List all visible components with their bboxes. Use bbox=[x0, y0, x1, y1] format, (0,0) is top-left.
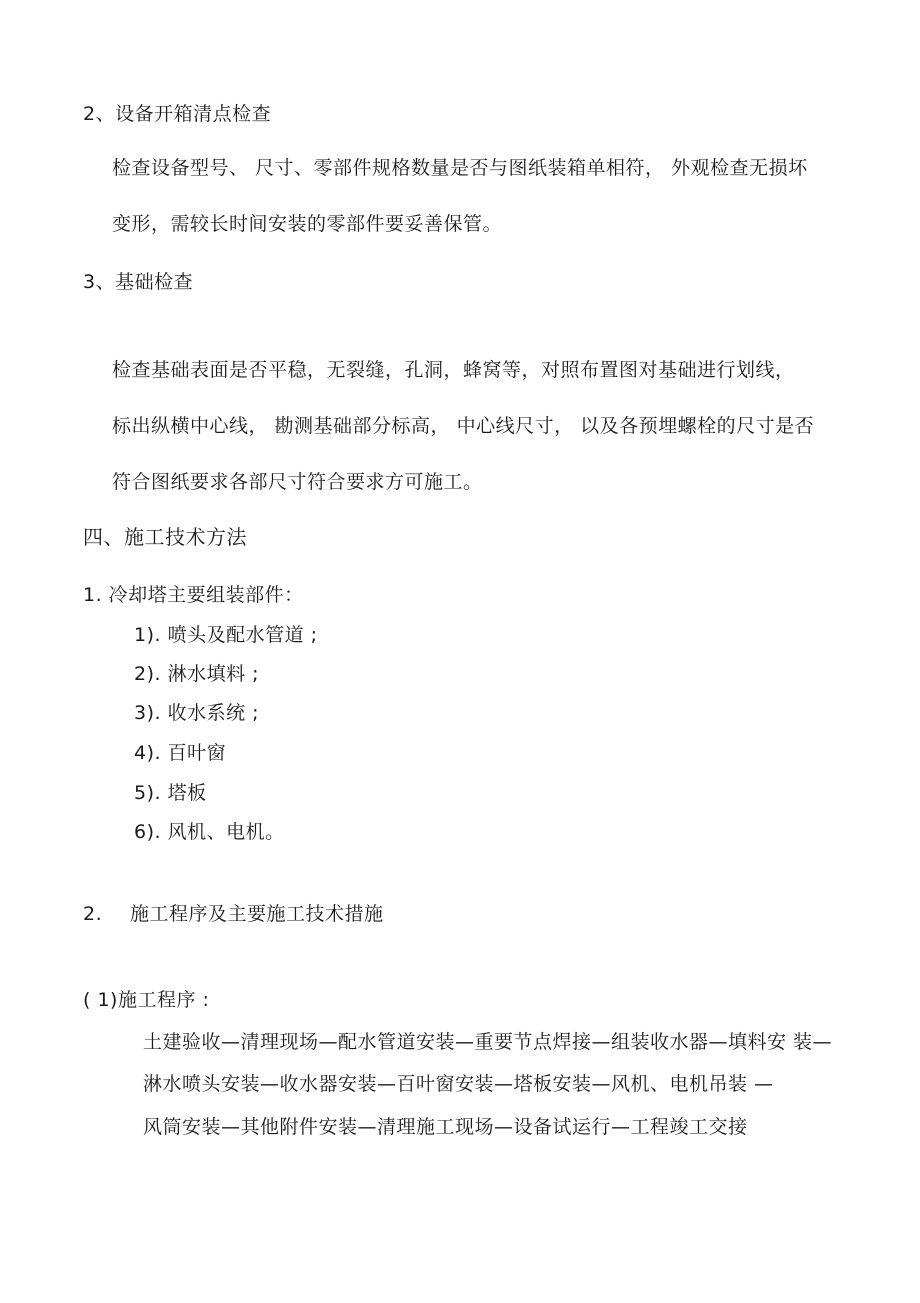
flow-line-2: 淋水喷头安装—收水器安装—百叶窗安装—塔板安装—风机、电机吊装 — bbox=[143, 1073, 774, 1095]
part-list-item: 1). 喷头及配水管道 ; bbox=[134, 624, 318, 646]
section-3-title: 3、基础检查 bbox=[83, 271, 194, 293]
item-2-number: 2. bbox=[83, 903, 103, 925]
section-2-title: 2、设备开箱清点检查 bbox=[83, 103, 272, 125]
part-list-item: 5). 塔板 bbox=[134, 782, 207, 804]
sub-1-title: ( 1)施工程序 : bbox=[83, 989, 210, 1011]
item-2-title: 施工程序及主要施工技术措施 bbox=[130, 903, 384, 925]
item-1-title: 1. 冷却塔主要组装部件： bbox=[83, 584, 304, 606]
section-2-paragraph-line-1: 检查设备型号、 尺寸、零部件规格数量是否与图纸装箱单相符， 外观检查无损坏 bbox=[112, 157, 808, 179]
section-3-paragraph-line-2: 标出纵横中心线， 勘测基础部分标高， 中心线尺寸， 以及各预埋螺栓的尺寸是否 bbox=[112, 415, 815, 437]
part-list-item: 4). 百叶窗 bbox=[134, 742, 227, 764]
part-list-item: 2). 淋水填料 ; bbox=[134, 663, 260, 685]
flow-line-3: 风筒安装—其他附件安装—清理施工现场—设备试运行—工程竣工交接 bbox=[143, 1116, 748, 1138]
section-3-paragraph-line-3: 符合图纸要求各部尺寸符合要求方可施工。 bbox=[112, 471, 483, 493]
flow-line-1: 土建验收—清理现场—配水管道安装—重要节点焊接—组装收水器—填料安 装— bbox=[143, 1031, 833, 1053]
part-list-item: 3). 收水系统 ; bbox=[134, 702, 260, 724]
section-3-paragraph-line-1: 检查基础表面是否平稳，无裂缝，孔洞，蜂窝等，对照布置图对基础进行划线， bbox=[112, 359, 795, 381]
section-2-paragraph-line-2: 变形，需较长时间安装的零部件要妥善保管。 bbox=[112, 213, 503, 235]
chapter-4-title: 四、施工技术方法 bbox=[83, 525, 247, 549]
part-list-item: 6). 风机、电机。 bbox=[134, 821, 285, 843]
